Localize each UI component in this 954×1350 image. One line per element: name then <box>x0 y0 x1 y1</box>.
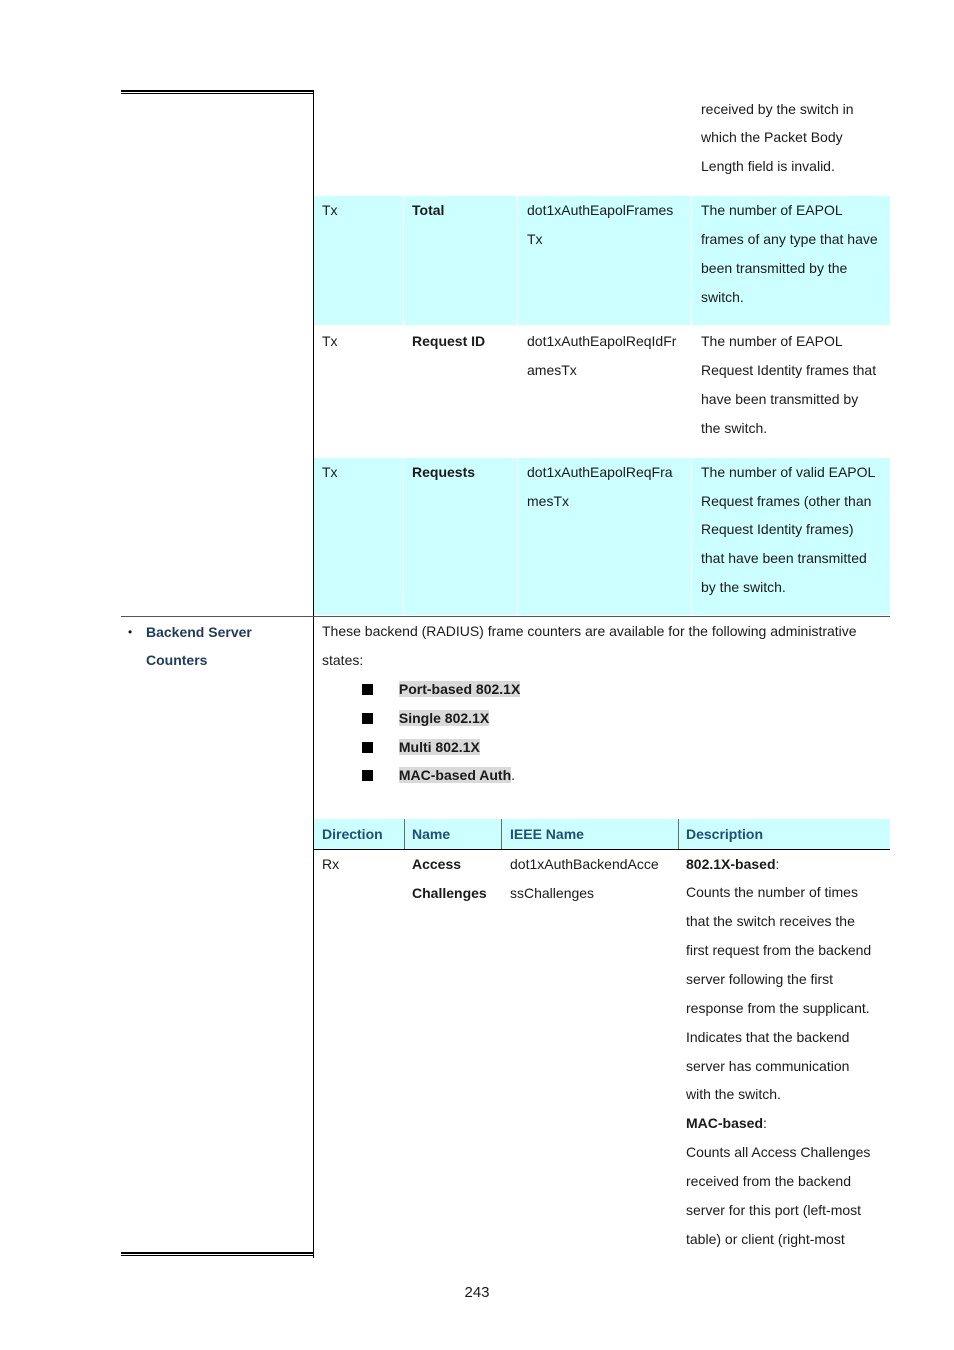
table-row-direction: Tx <box>322 202 338 218</box>
section-title: Counters <box>146 652 208 668</box>
state-suffix: . <box>511 767 516 783</box>
table-row-description: that have been transmitted <box>701 550 867 566</box>
header-divider <box>501 819 502 849</box>
table-row-ieee: dot1xAuthEapolReqIdFr <box>527 333 677 349</box>
table-row-description: the switch. <box>701 420 768 436</box>
square-bullet-icon <box>362 770 373 781</box>
state-list-item <box>362 704 489 733</box>
table-row-description: Request Identity frames that <box>701 362 877 378</box>
state-name: Single 802.1X <box>398 710 490 726</box>
table-row-description: The number of EAPOL <box>701 202 843 218</box>
square-bullet-icon <box>362 713 373 724</box>
table-row-ieee: dot1xAuthBackendAcce <box>510 856 659 872</box>
state-list-item <box>362 733 480 762</box>
header-ieee-name: IEEE Name <box>510 826 584 842</box>
table-row-direction: Rx <box>322 856 340 872</box>
table-row-description: switch. <box>701 289 744 305</box>
table-row-name: Request ID <box>412 333 486 349</box>
bottom-double-rule <box>121 1252 314 1256</box>
table-row-description: Request Identity frames) <box>701 521 854 537</box>
table-row-description: Indicates that the backend <box>686 1029 850 1045</box>
table-row-description: first request from the backend <box>686 942 872 958</box>
table-row-description: Counts all Access Challenges <box>686 1144 871 1160</box>
table-row-description: Counts the number of times <box>686 884 858 900</box>
table-row-ieee: ssChallenges <box>510 885 595 901</box>
header-divider <box>404 819 405 849</box>
table-row-name: Requests <box>412 464 476 480</box>
section-bullet: • <box>128 625 133 639</box>
table-row-description: server has communication <box>686 1058 850 1074</box>
table-row-description: The number of EAPOL <box>701 333 843 349</box>
table-row-description: with the switch. <box>686 1086 781 1102</box>
table-row-description: table) or client (right-most <box>686 1231 845 1247</box>
table-row-ieee: mesTx <box>527 493 569 509</box>
table-row-description: that the switch receives the <box>686 913 855 929</box>
state-list-item <box>362 761 515 790</box>
header-description: Description <box>686 826 764 842</box>
header-name: Name <box>412 826 451 842</box>
table-row-ieee: Tx <box>527 231 543 247</box>
continued-description-line: received by the switch in <box>701 101 854 117</box>
table-row-ieee: amesTx <box>527 362 577 378</box>
top-double-rule <box>121 90 314 94</box>
header-direction: Direction <box>322 826 383 842</box>
state-name: Multi 802.1X <box>398 739 480 755</box>
table-row-description: response from the supplicant. <box>686 1000 870 1016</box>
page-number: 243 <box>464 1284 490 1301</box>
table-row-name: Challenges <box>412 885 487 901</box>
table-row-ieee: dot1xAuthEapolReqFra <box>527 464 673 480</box>
table-row-name: Total <box>412 202 445 218</box>
state-name: MAC-based Auth <box>398 767 512 783</box>
section-intro: states: <box>322 652 364 668</box>
table-row-description: frames of any type that have <box>701 231 878 247</box>
table-header <box>314 819 890 849</box>
table-row-description: received from the backend <box>686 1173 851 1189</box>
table-row-description: have been transmitted by <box>701 391 859 407</box>
header-divider <box>678 819 679 849</box>
table-row-direction: Tx <box>322 464 338 480</box>
table-row-description: by the switch. <box>701 579 786 595</box>
table-row-description: server following the first <box>686 971 834 987</box>
state-list-item <box>362 675 520 704</box>
state-name: Port-based 802.1X <box>398 681 521 697</box>
continued-description-line: which the Packet Body <box>701 129 843 145</box>
table-row-description: The number of valid EAPOL <box>701 464 876 480</box>
table-row-description: server for this port (left-most <box>686 1202 862 1218</box>
table-row-description: Request frames (other than <box>701 493 872 509</box>
table-row-direction: Tx <box>322 333 338 349</box>
square-bullet-icon <box>362 742 373 753</box>
square-bullet-icon <box>362 684 373 695</box>
section-title: Backend Server <box>146 624 252 640</box>
section-intro: These backend (RADIUS) frame counters are available for the following administrative <box>322 623 857 639</box>
description-label: 802.1X-based: <box>686 856 780 872</box>
table-row-name: Access <box>412 856 462 872</box>
continued-description-line: Length field is invalid. <box>701 158 835 174</box>
description-label: MAC-based: <box>686 1115 767 1131</box>
table-row-ieee: dot1xAuthEapolFrames <box>527 202 674 218</box>
table-row-description: been transmitted by the <box>701 260 848 276</box>
